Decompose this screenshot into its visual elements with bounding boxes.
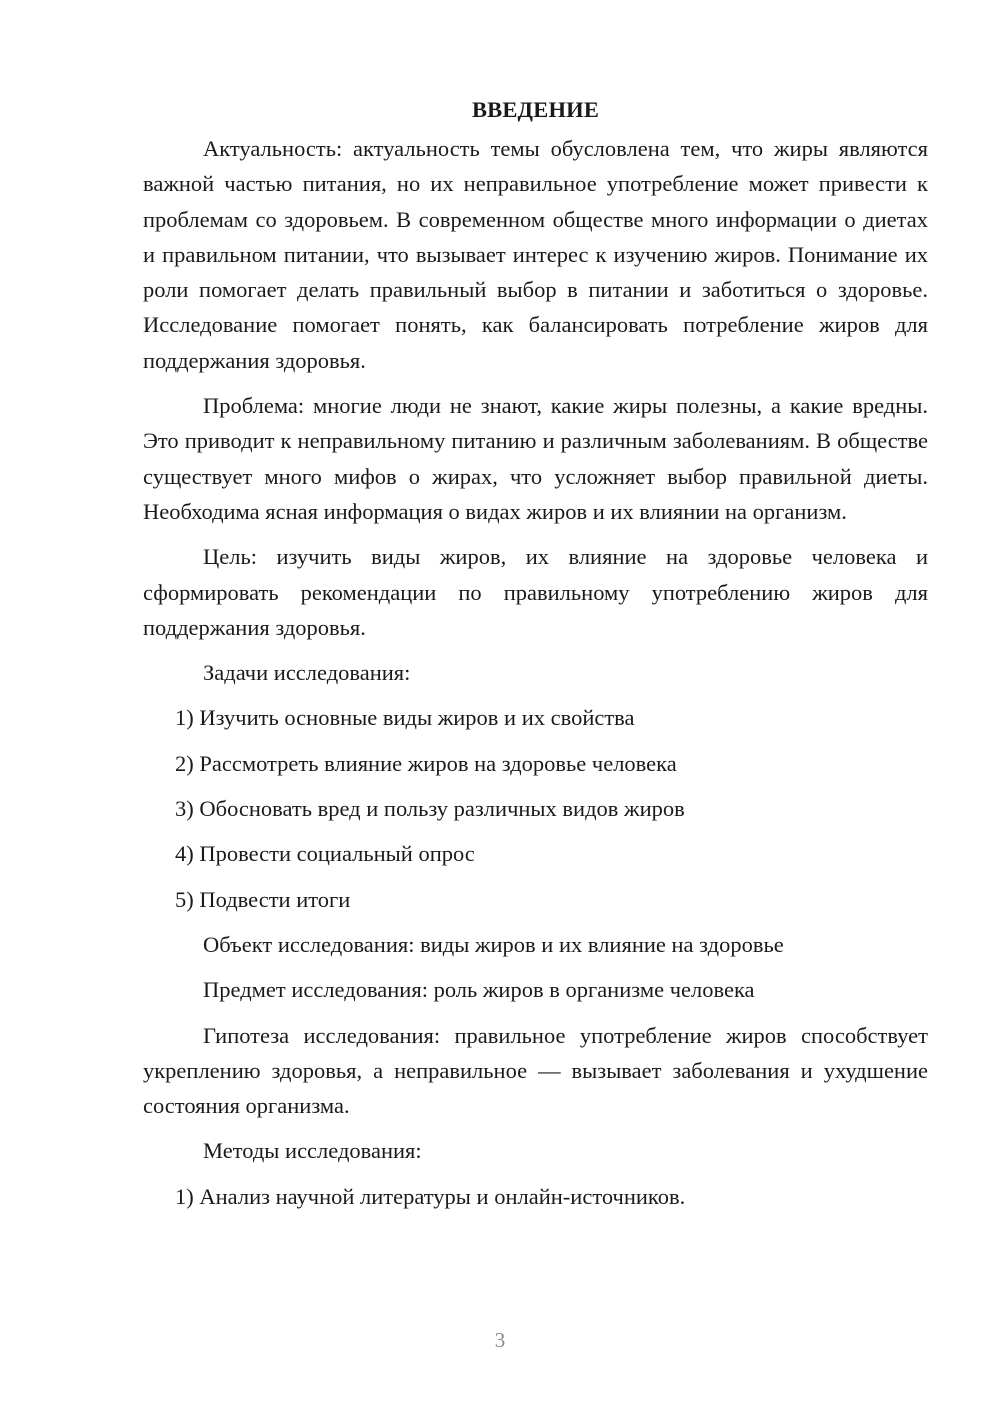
task-item: 3) Обосновать вред и пользу различных видов жиров — [175, 796, 685, 822]
research-object: Объект исследования: виды жиров и их влияние на здоровье — [203, 931, 784, 957]
task-item: 5) Подвести итоги — [175, 886, 351, 912]
problem-paragraph: Проблема: многие люди не знают, какие жиры полезны, а какие вредны. Это приводит к неправильному питанию и различным заболеваниям. В обществе существует много мифов о жирах, что усложняет выбор правильной диеты. Необходима ясная информация о видах жиров и их влиянии на организм. — [143, 393, 928, 524]
goal-paragraph: Цель: изучить виды жиров, их влияние на здоровье человека и сформировать рекомендации по правильному употреблению жиров для поддержания здоровья. — [143, 544, 928, 640]
hypothesis-paragraph: Гипотеза исследования: правильное употребление жиров способствует укреплению здоровья, а неправильное — вызывает заболевания и ухудшение состояния организма. — [143, 1022, 928, 1119]
task-item: 1) Изучить основные виды жиров и их свойства — [175, 705, 635, 731]
section-title: ВВЕДЕНИЕ — [471, 97, 600, 122]
task-item: 2) Рассмотреть влияние жиров на здоровье человека — [175, 750, 677, 776]
research-subject: Предмет исследования: роль жиров в организме человека — [203, 977, 755, 1003]
document-page — [143, 92, 928, 1224]
relevance-paragraph: Актуальность: актуальность темы обусловлена тем, что жиры являются важной частью питания, но их неправильное употребление может привести к проблемам со здоровьем. В современном обществе много информации о диетах и правильном питании, что вызывает интерес к изучению жиров. Понимание их роли помогает делать правильный выбор в питании и заботиться о здоровье. Исследование помогает понять, как балансировать потребление жиров для поддержания здоровья. — [143, 136, 928, 373]
page-number: 3 — [494, 1328, 506, 1352]
tasks-heading: Задачи исследования: — [203, 660, 411, 686]
task-item: 4) Провести социальный опрос — [175, 841, 475, 867]
method-item: 1) Анализ научной литературы и онлайн-источников. — [175, 1183, 686, 1209]
methods-heading: Методы исследования: — [203, 1138, 422, 1164]
